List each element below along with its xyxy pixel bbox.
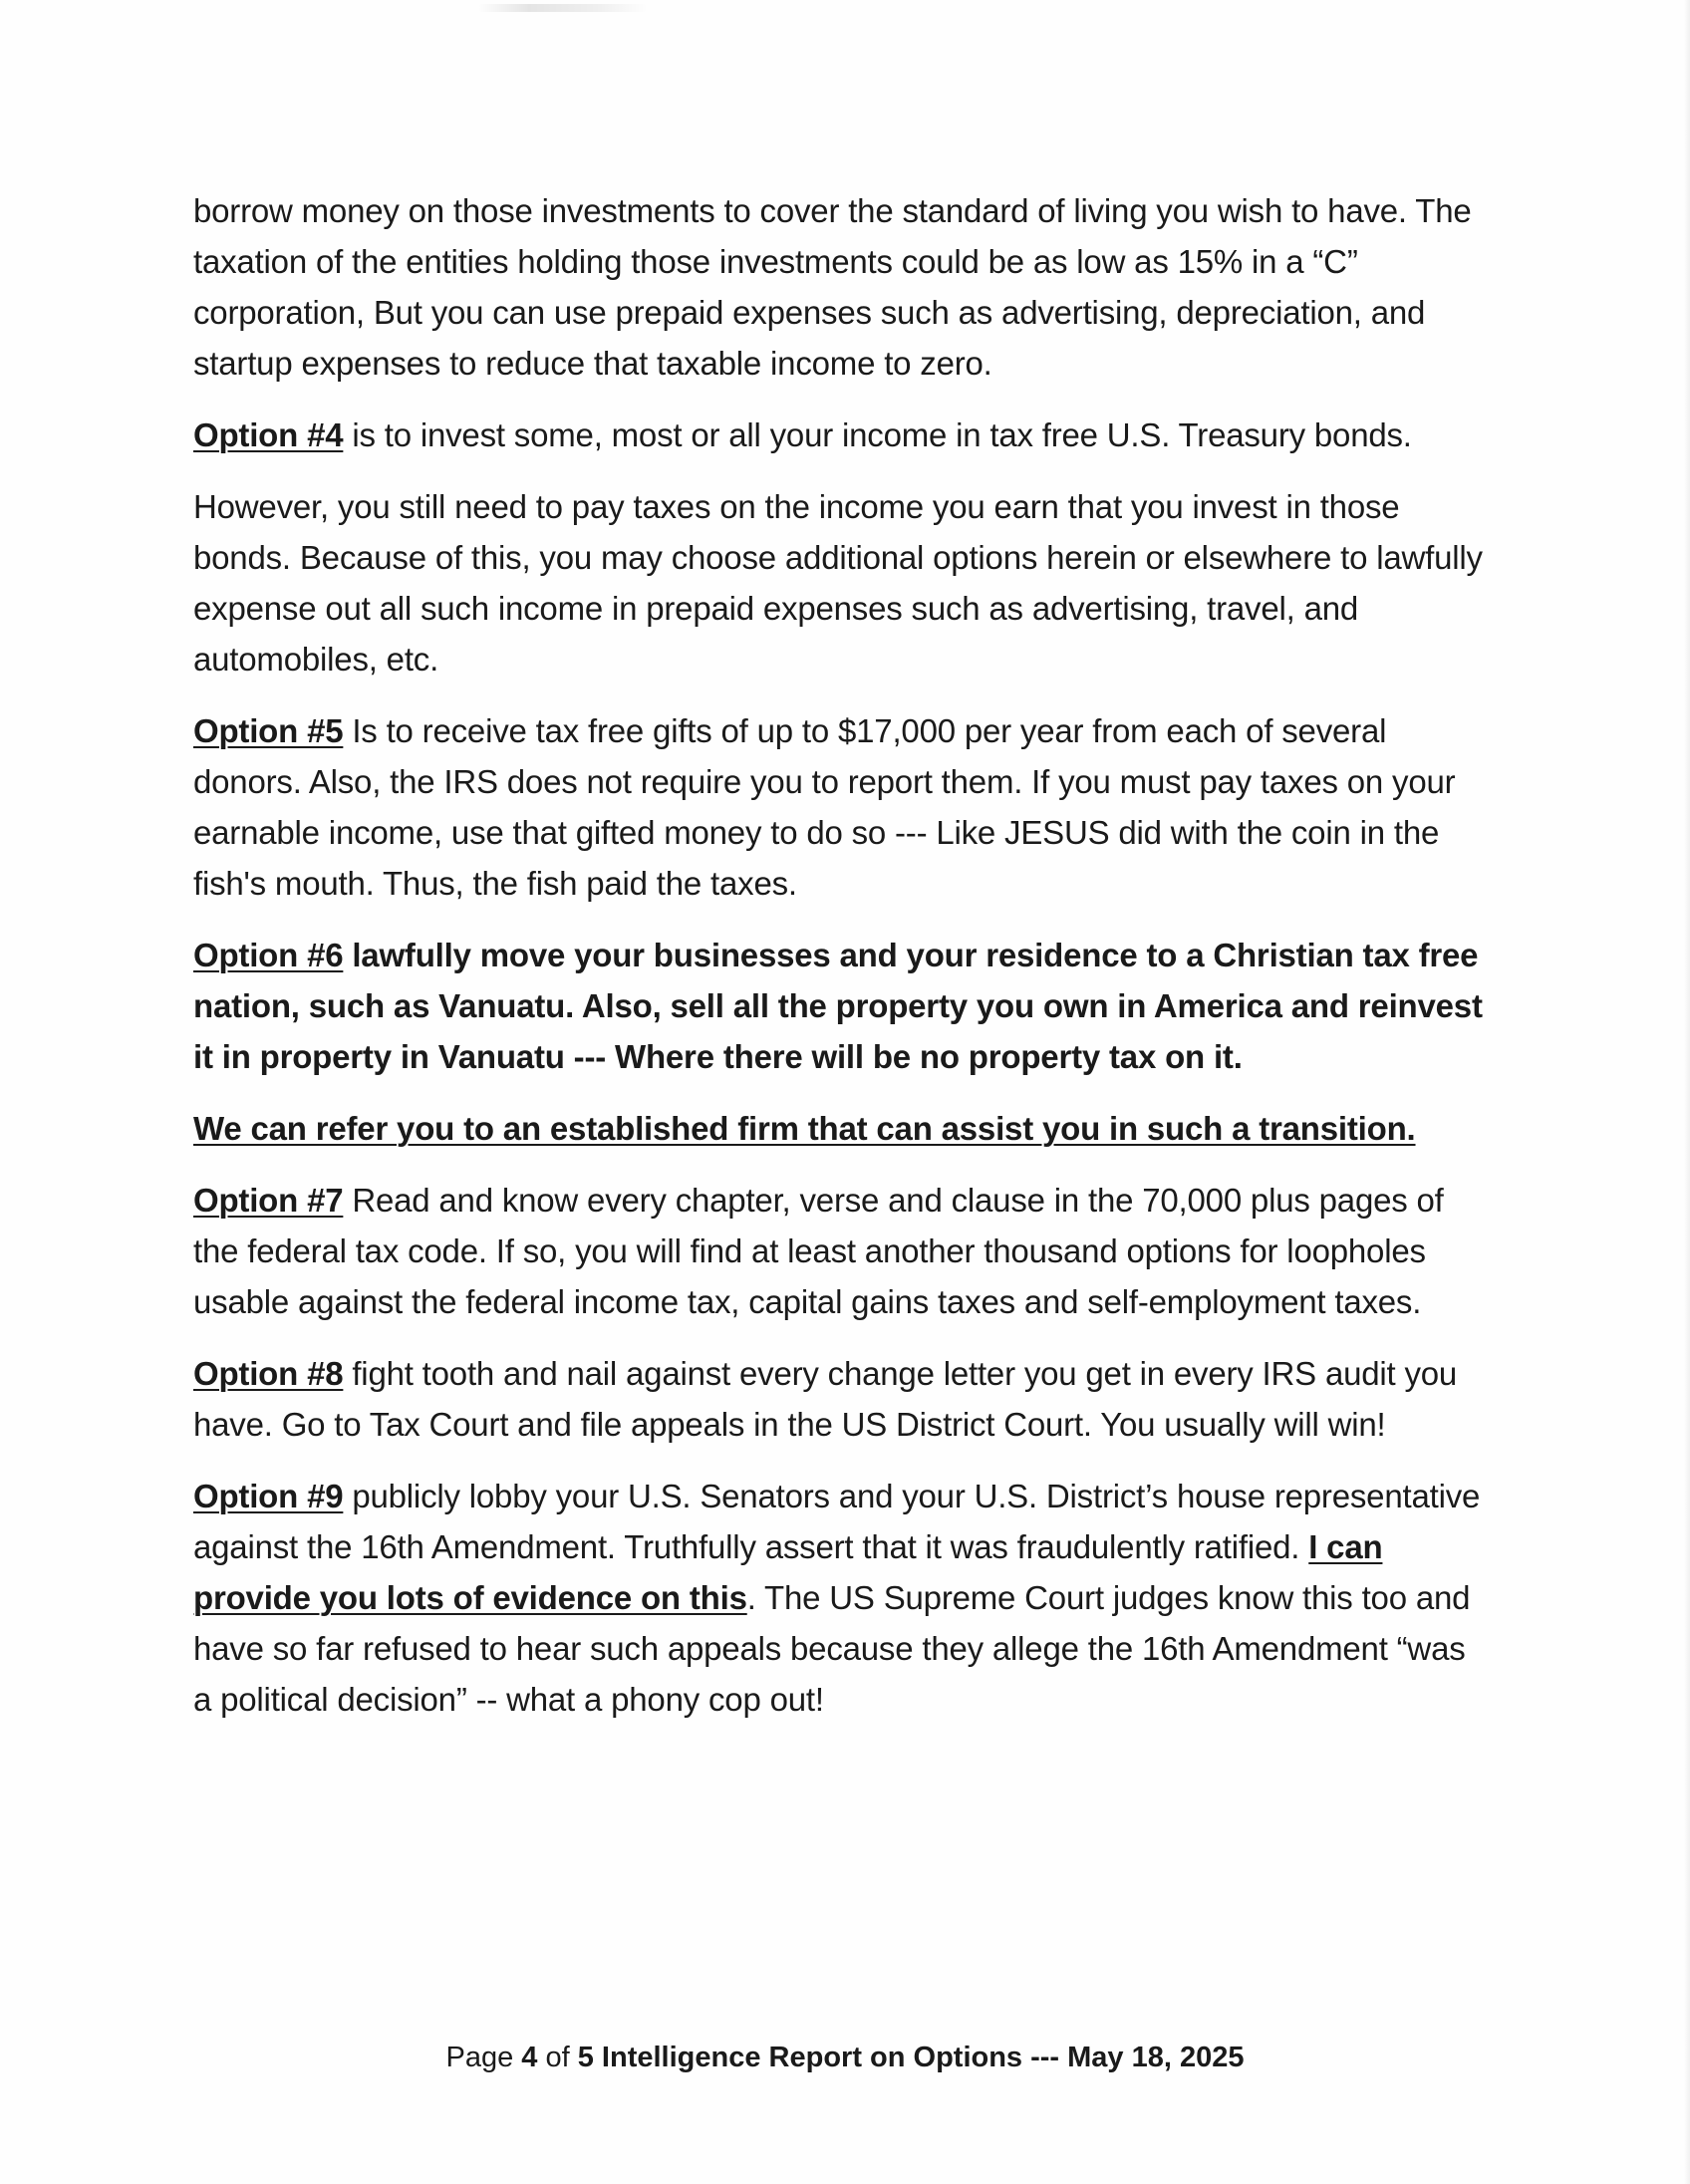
option-8-label: Option #8 bbox=[193, 1355, 344, 1392]
option-9-text: publicly lobby your U.S. Senators and your U.S. District’s house representative against the 16th Amendment. Truthfully assert that it was fraudulently ratified. bbox=[193, 1478, 1481, 1565]
page-edge-shadow bbox=[1684, 0, 1690, 2184]
option-8-text: fight tooth and nail against every change letter you get in every IRS audit you have. Go to Tax Court and file appeals in the US District Court. You usually will win! bbox=[193, 1355, 1458, 1443]
footer-page-of: of bbox=[537, 2042, 578, 2073]
option-9-text-continued: . The US Supreme Court judges know this too and have so far refused to hear such appeals because they allege the 16th Amendment “was a political decision” -- what a phony cop out! bbox=[193, 1579, 1471, 1718]
referral-text: We can refer you to an established firm that can assist you in such a transition. bbox=[193, 1110, 1416, 1147]
footer-page-current: 4 bbox=[521, 2042, 538, 2073]
referral-paragraph bbox=[193, 1103, 1489, 1154]
option-4-text: is to invest some, most or all your income in tax free U.S. Treasury bonds. bbox=[343, 416, 1412, 453]
option-5-text: Is to receive tax free gifts of up to $17,000 per year from each of several donors. Also, the IRS does not require you to report them. If you must pay taxes on your earnable income, use that gifted money to do so --- Like JESUS did with the coin in the fish's mouth. Thus, the fish paid the taxes. bbox=[193, 712, 1456, 902]
option-9-label: Option #9 bbox=[193, 1478, 344, 1514]
option-9-paragraph bbox=[193, 1471, 1489, 1725]
option-4-paragraph bbox=[193, 410, 1489, 460]
footer-report-title: Intelligence Report on Options --- May 18, 2025 bbox=[593, 2042, 1245, 2073]
page-footer bbox=[0, 2038, 1690, 2077]
footer-page-prefix: Page bbox=[445, 2042, 522, 2073]
scan-artifact bbox=[478, 4, 648, 12]
paragraph-text: However, you still need to pay taxes on the income you earn that you invest in those bonds. Because of this, you may choose additional options herein or elsewhere to lawfully expense out all such income in prepaid expenses such as advertising, travel, and automobiles, etc. bbox=[193, 488, 1483, 678]
option-6-text: lawfully move your businesses and your residence to a Christian tax free nation, such as Vanuatu. Also, sell all the property you own in America and reinvest it in property in Vanuatu --- Where there will be no property tax on it. bbox=[193, 937, 1483, 1075]
footer-page-total: 5 bbox=[577, 2042, 594, 2073]
paragraph-investment-borrowing bbox=[193, 185, 1489, 389]
option-5-paragraph bbox=[193, 705, 1489, 909]
option-4-label: Option #4 bbox=[193, 416, 344, 453]
option-7-label: Option #7 bbox=[193, 1182, 344, 1219]
option-8-paragraph bbox=[193, 1348, 1489, 1450]
document-body bbox=[193, 185, 1489, 1746]
option-7-paragraph bbox=[193, 1175, 1489, 1327]
paragraph-text: borrow money on those investments to cover the standard of living you wish to have. The taxation of the entities holding those investments could be as low as 15% in a “C” corporation, But you can use prepaid expenses such as advertising, depreciation, and startup expenses to reduce that taxable income to zero. bbox=[193, 192, 1472, 382]
option-6-paragraph bbox=[193, 930, 1489, 1082]
option-7-text: Read and know every chapter, verse and clause in the 70,000 plus pages of the federal tax code. If so, you will find at least another thousand options for loopholes usable against the federal income tax, capital gains taxes and self-employment taxes. bbox=[193, 1182, 1444, 1320]
paragraph-bond-taxes bbox=[193, 481, 1489, 684]
option-9-evidence-text: I can provide you lots of evidence on this bbox=[193, 1528, 1383, 1616]
option-6-label: Option #6 bbox=[193, 937, 344, 973]
option-5-label: Option #5 bbox=[193, 712, 344, 749]
